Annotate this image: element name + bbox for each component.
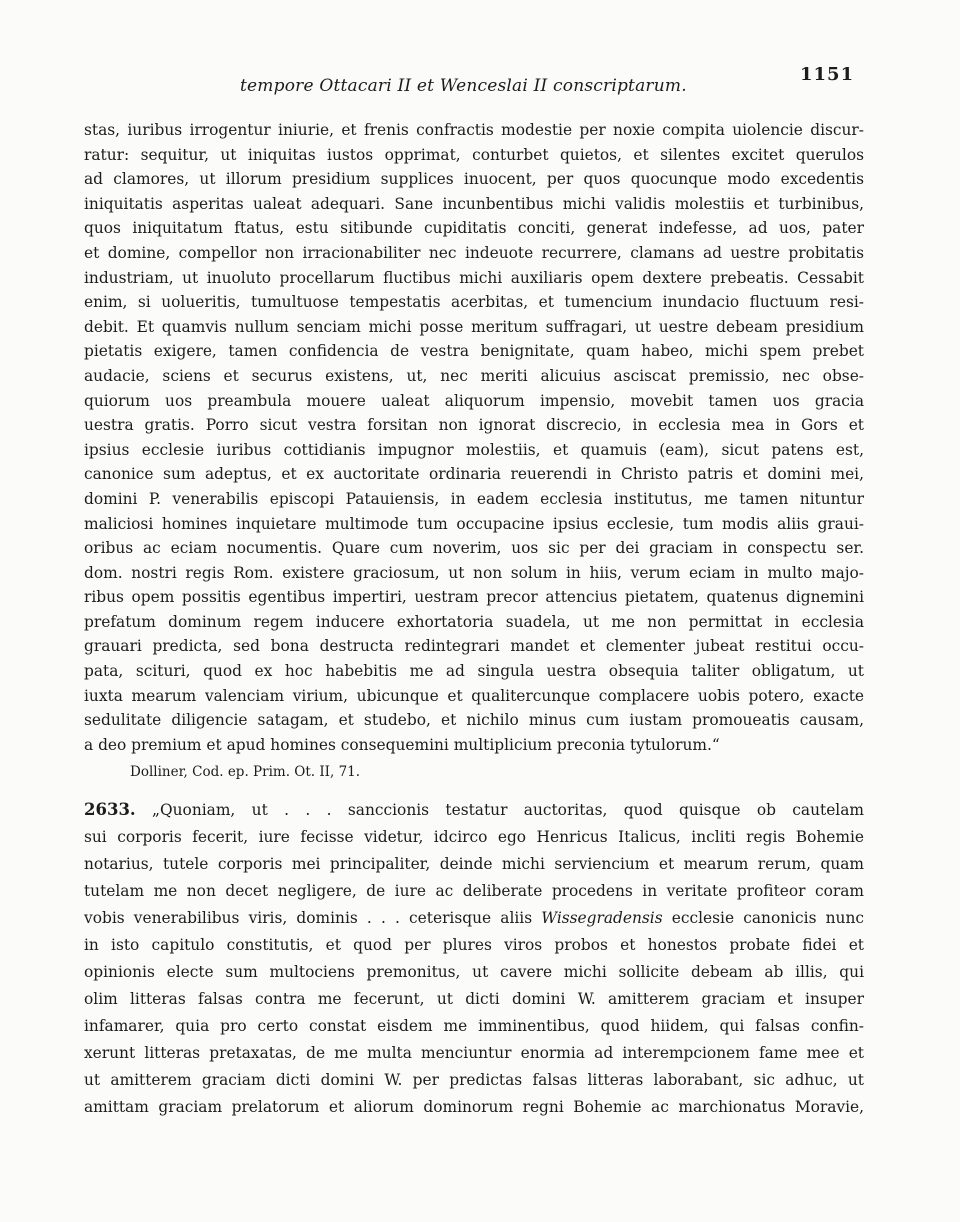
entry-line: amittam graciam prelatorum et aliorum dominorum regni Bohemie ac marchionatus Moravie,	[84, 1098, 864, 1116]
letter-line: uestra gratis. Porro sicut vestra forsitan non ignorat discrecio, in ecclesia mea in Gors et	[84, 416, 864, 435]
letter-line: ribus opem possitis egentibus impertiri, uestram precor attencius pietatem, quatenus dignemini	[84, 588, 864, 607]
letter-line: canonice sum adeptus, et ex auctoritate ordinaria reuerendi in Christo patris et domini mei,	[84, 465, 864, 484]
letter-line: sedulitate diligencie satagam, et studebo, et nichilo minus cum iustam promoueatis causam,	[84, 711, 864, 730]
entry-line: xerunt litteras pretaxatas, de me multa menciuntur enormia ad interempcionem fame mee et	[84, 1044, 864, 1062]
letter-line: oribus ac eciam nocumentis. Quare cum noverim, uos sic per dei graciam in conspectu ser.	[84, 539, 864, 558]
entry-2633	[84, 796, 864, 1121]
letter-line: ratur: sequitur, ut iniquitas iustos opprimat, conturbet quietos, et silentes excitet querulos	[84, 145, 864, 164]
source-citation: Dolliner, Cod. ep. Prim. Ot. II, 71.	[130, 764, 361, 780]
letter-line: domini P. venerabilis episcopi Patauiensis, in eadem ecclesia institutus, me tamen nituntur	[84, 489, 864, 508]
letter-line: iniquitatis asperitas ualeat adequari. Sane incunbentibus michi validis molestiis et turbinibus,	[84, 194, 864, 213]
letter-line: quos iniquitatum ftatus, estu sitibunde cupiditatis conciti, generat indefesse, ad uos, pater	[84, 219, 864, 238]
entry-line: ut amitterem graciam dicti domini W. per predictas falsas litteras laborabant, sic adhuc, ut	[84, 1071, 864, 1089]
letter-line: pata, scituri, quod ex hoc habebitis me ad singula uestra obsequia taliter obligatum, ut	[84, 662, 864, 681]
letter-line: maliciosi homines inquietare multimode tum occupacine ipsius ecclesie, tum modis aliis graui-	[84, 514, 864, 533]
letter-line: ad clamores, ut illorum presidium supplices inuocent, per quos quocunque modo excedentis	[84, 170, 864, 189]
letter-line: stas, iuribus irrogentur iniurie, et frenis confractis modestie per noxie compita uiolencie discur-	[84, 121, 864, 139]
letter-line: enim, si uolueritis, tumultuose tempestatis acerbitas, et tumencium inundacio fluctuum resi-	[84, 293, 864, 312]
letter-text	[84, 118, 864, 757]
letter-line: pietatis exigere, tamen confidencia de vestra benignitate, quam habeo, michi spem prebet	[84, 342, 864, 361]
entry-line-part: vobis venerabilibus viris, dominis . . . ceterisque aliis	[84, 909, 542, 927]
letter-line: quiorum uos preambula mouere ualeat aliquorum impensio, movebit tamen uos gracia	[84, 391, 864, 410]
letter-line: ipsius ecclesie iuribus cottidianis impugnor molestiis, et quamuis (eam), sicut patens est,	[84, 440, 864, 459]
letter-line: prefatum dominum regem inducere exhortatoria suadela, ut me non permittat in ecclesia	[84, 612, 864, 631]
entry-line: notarius, tutele corporis mei principaliter, deinde michi serviencium et mearum rerum, quam	[84, 855, 864, 873]
entry-line: sui corporis fecerit, iure fecisse videtur, idcirco ego Henricus Italicus, incliti regis Bohemie	[84, 828, 864, 846]
letter-line: a deo premium et apud homines consequemini multiplicium preconia tytulorum.“	[84, 735, 720, 754]
entry-line: tutelam me non decet negligere, de iure ac deliberate procedens in veritate profiteor coram	[84, 882, 864, 900]
entry-line-part: ecclesie canonicis nunc	[662, 909, 864, 927]
letter-line: industriam, ut inuoluto procellarum fluctibus michi auxiliaris opem dextere prebeatis. Cessabit	[84, 268, 864, 287]
entry-line: in isto capitulo constitutis, et quod per plures viros probos et honestos probate fidei et	[84, 936, 864, 954]
entry-first-line	[84, 796, 864, 824]
letter-line: et domine, compellor non irracionabiliter nec indeuote recurrere, clamans ad uestre probitatis	[84, 243, 864, 262]
entry-number: 2633.	[84, 800, 136, 819]
letter-line: grauari predicta, sed bona destructa redintegrari mandet et clementer jubeat restitui occu-	[84, 637, 864, 656]
letter-line: iuxta mearum valenciam virium, ubicunque et qualitercunque complacere uobis potero, exacte	[84, 686, 864, 705]
entry-line: infamarer, quia pro certo constat eisdem me imminentibus, quod hiidem, qui falsas confin-	[84, 1017, 864, 1035]
entry-line: opinionis electe sum multociens premonitus, ut cavere michi sollicite debeam ab illis, qui	[84, 963, 864, 981]
letter-line: audacie, sciens et securus existens, ut, nec meriti alicuius asciscat premissio, nec obse-	[84, 366, 864, 385]
entry-line: olim litteras falsas contra me fecerunt, ut dicti domini W. amitterem graciam et insuper	[84, 990, 864, 1008]
entry-line-with-emphasis	[84, 905, 864, 932]
entry-first-line-text: „Quoniam, ut . . . sanccionis testatur auctoritas, quod quisque ob cautelam	[152, 801, 864, 819]
letter-line: dom. nostri regis Rom. existere graciosum, ut non solum in hiis, verum eciam in multo majo-	[84, 563, 864, 582]
emphasized-name: Wissegradensis	[541, 909, 663, 927]
letter-line: debit. Et quamvis nullum senciam michi posse meritum suffragari, ut uestre debeam presidium	[84, 317, 864, 336]
running-title: tempore Ottacari II et Wenceslai II conscriptarum.	[240, 76, 687, 96]
page-number: 1151	[800, 64, 855, 85]
